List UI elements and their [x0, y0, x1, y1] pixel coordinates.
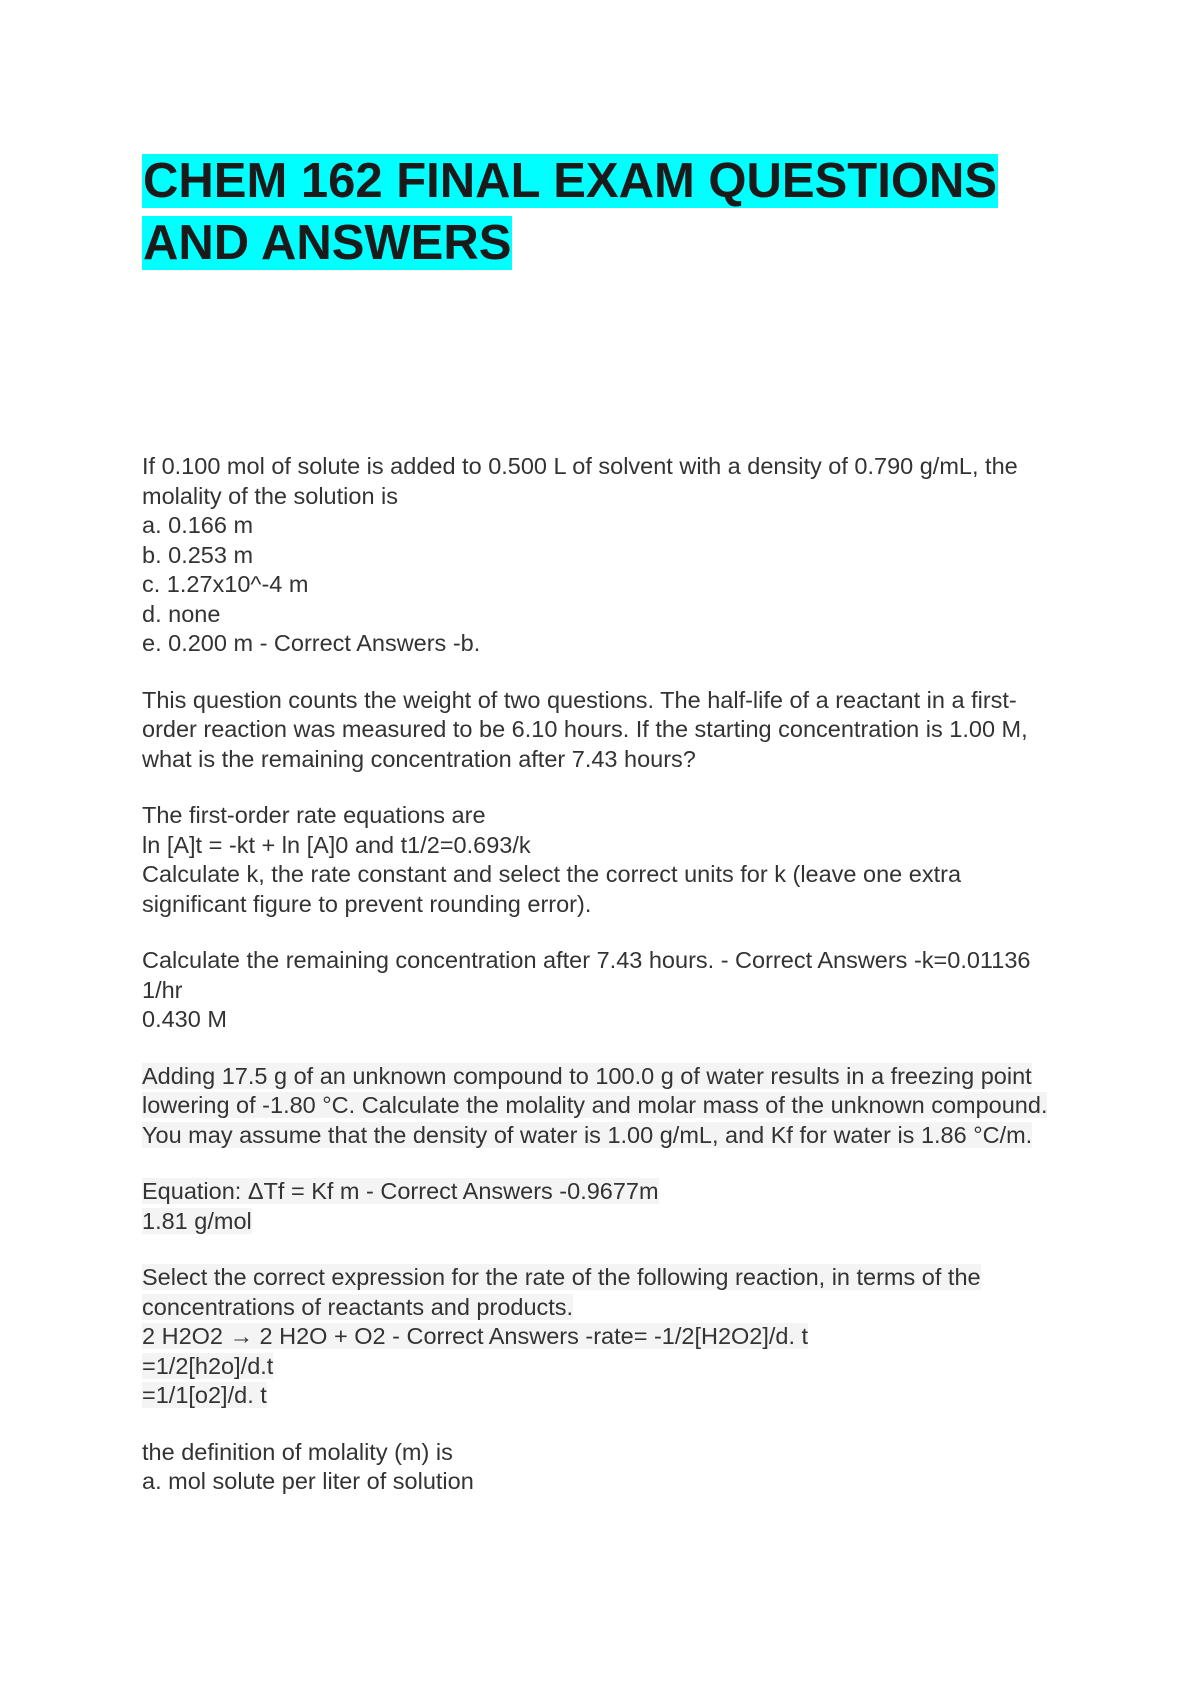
- text-line-content: You may assume that the density of water is 1.00 g/mL, and Kf for water is 1.86 °C/m.: [142, 1121, 1033, 1148]
- question-block-2: [142, 686, 1062, 775]
- text-line: [142, 1121, 1062, 1151]
- text-line: significant figure to prevent rounding error).: [142, 890, 592, 917]
- text-line: This question counts the weight of two questions. The half-life of a reactant in a first-: [142, 686, 1017, 713]
- question-block-8: [142, 1438, 1062, 1497]
- text-line-content: concentrations of reactants and products.: [142, 1293, 574, 1320]
- text-line: the definition of molality (m) is: [142, 1438, 453, 1465]
- question-block-3: [142, 801, 1062, 919]
- answer-option: b. 0.253 m: [142, 541, 254, 568]
- text-line: [142, 1293, 1062, 1323]
- equation-line: [142, 1322, 1062, 1352]
- text-line-content: Select the correct expression for the rate of the following reaction, in terms of the: [142, 1264, 981, 1290]
- equation-line: [142, 1381, 1062, 1411]
- title-line-1: CHEM 162 FINAL EXAM QUESTIONS: [143, 154, 998, 208]
- text-line-content: Adding 17.5 g of an unknown compound to 100.0 g of water results in a freezing point: [142, 1062, 1032, 1089]
- equation-line: ln [A]t = -kt + ln [A]0 and t1/2=0.693/k: [142, 831, 531, 858]
- answer-option: c. 1.27x10^-4 m: [142, 571, 309, 597]
- text-line: [142, 1177, 1062, 1207]
- text-line: 0.430 M: [142, 1006, 227, 1032]
- text-line-content: lowering of -1.80 °C. Calculate the molality and molar mass of the unknown compound.: [142, 1092, 1048, 1118]
- question-block-6: [142, 1177, 1062, 1236]
- text-line: [142, 1263, 1062, 1293]
- text-line: The first-order rate equations are: [142, 802, 486, 828]
- answer-option: e. 0.200 m - Correct Answers -b.: [142, 630, 481, 656]
- text-line: Calculate the remaining concentration after 7.43 hours. - Correct Answers -k=0.01136: [142, 947, 1031, 973]
- text-line: If 0.100 mol of solute is added to 0.500 L of solvent with a density of 0.790 g/mL, the: [142, 453, 1018, 479]
- text-line: [142, 1062, 1062, 1092]
- text-line: molality of the solution is: [142, 482, 399, 509]
- text-line: [142, 1091, 1062, 1121]
- text-line: what is the remaining concentration after 7.43 hours?: [142, 745, 696, 772]
- text-line-content: =1/2[h2o]/d.t: [142, 1352, 274, 1379]
- question-block-1: [142, 452, 1062, 659]
- answer-option: d. none: [142, 600, 221, 627]
- equation-line: [142, 1352, 1062, 1382]
- title-line-2: AND ANSWERS: [143, 216, 512, 270]
- text-line-content: Equation: ΔTf = Kf m - Correct Answers -0.9677m: [142, 1178, 659, 1204]
- answer-option: a. mol solute per liter of solution: [142, 1468, 474, 1494]
- text-line: [142, 1207, 1062, 1237]
- question-block-5: [142, 1062, 1062, 1151]
- question-block-4: [142, 946, 1062, 1035]
- text-line: 1/hr: [142, 976, 183, 1003]
- text-line: order reaction was measured to be 6.10 hours. If the starting concentration is 1.00 M,: [142, 716, 1028, 742]
- document-body: [142, 452, 1062, 1524]
- text-line-content: =1/1[o2]/d. t: [142, 1382, 267, 1408]
- text-line: Calculate k, the rate constant and select the correct units for k (leave one extra: [142, 861, 962, 887]
- text-line-content: 2 H2O2 → 2 H2O + O2 - Correct Answers -rate= -1/2[H2O2]/d. t: [142, 1323, 809, 1349]
- text-line-content: 1.81 g/mol: [142, 1207, 252, 1234]
- answer-option: a. 0.166 m: [142, 512, 254, 538]
- question-block-7: [142, 1263, 1062, 1411]
- document-title: [142, 150, 1042, 274]
